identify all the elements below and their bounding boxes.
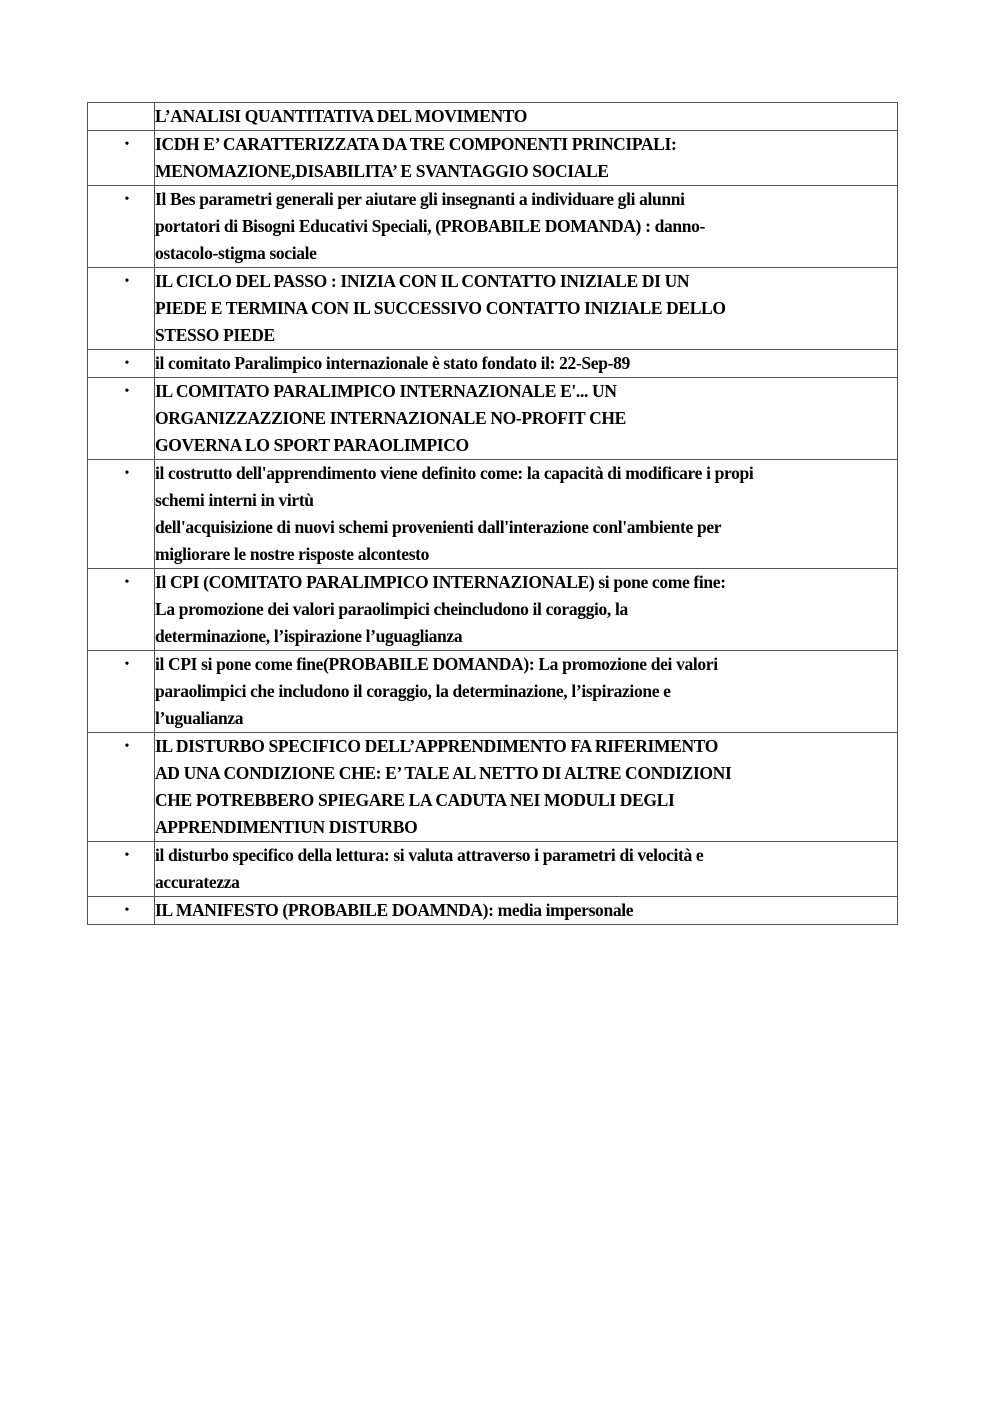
row-text-cell — [155, 733, 898, 842]
row-text: il disturbo specifico della lettura: si valuta attraverso i parametri di velocità e accuratezza — [155, 845, 704, 892]
table-row — [88, 268, 898, 350]
table-row — [88, 131, 898, 186]
bullet-cell — [88, 186, 155, 268]
table-row — [88, 460, 898, 569]
bullet-icon: • — [124, 657, 130, 672]
bullet-icon: • — [124, 356, 130, 371]
row-text: il CPI si pone come fine(PROBABILE DOMANDA): La promozione dei valori paraolimpici che includono il coraggio, la determinazione, l’ispirazione e l’ugualianza — [155, 654, 718, 728]
bullet-icon: • — [124, 274, 130, 289]
table-row — [88, 733, 898, 842]
row-text-cell — [155, 569, 898, 651]
table-row — [88, 569, 898, 651]
row-text-cell — [155, 103, 898, 131]
table-row — [88, 350, 898, 378]
bullet-cell — [88, 651, 155, 733]
row-text: Il CPI (COMITATO PARALIMPICO INTERNAZIONALE) si pone come fine: La promozione dei valori paraolimpici cheincludono il coraggio, la determinazione, l’ispirazione l’uguaglianza — [155, 572, 726, 646]
bullet-icon: • — [124, 848, 130, 863]
bullet-icon: • — [124, 137, 130, 152]
bullet-cell — [88, 460, 155, 569]
bullet-icon: • — [124, 903, 130, 918]
bullet-cell — [88, 350, 155, 378]
bullet-cell — [88, 733, 155, 842]
row-text: il comitato Paralimpico internazionale è stato fondato il: 22-Sep-89 — [155, 353, 630, 373]
table-row — [88, 378, 898, 460]
table-row — [88, 651, 898, 733]
bullet-icon: • — [124, 575, 130, 590]
row-text-cell — [155, 350, 898, 378]
row-text-cell — [155, 268, 898, 350]
row-text-cell — [155, 186, 898, 268]
table-row — [88, 842, 898, 897]
bullet-cell — [88, 842, 155, 897]
row-text-cell — [155, 897, 898, 925]
bullet-icon: • — [124, 192, 130, 207]
bullet-cell — [88, 131, 155, 186]
bullet-cell — [88, 268, 155, 350]
bullet-icon: • — [124, 739, 130, 754]
row-text: ICDH E’ CARATTERIZZATA DA TRE COMPONENTI PRINCIPALI: MENOMAZIONE,DISABILITA’ E SVANTAGGIO SOCIALE — [155, 134, 677, 181]
row-text: IL DISTURBO SPECIFICO DELL’APPRENDIMENTO FA RIFERIMENTO AD UNA CONDIZIONE CHE: E’ TALE AL NETTO DI ALTRE CONDIZIONI CHE POTREBBERO SPIEGARE LA CADUTA NEI MODULI DEGLI APPRENDIMENTIUN DISTURBO — [155, 736, 732, 837]
notes-table-body — [88, 103, 898, 925]
row-text: L’ANALISI QUANTITATIVA DEL MOVIMENTO — [155, 106, 528, 126]
row-text: Il Bes parametri generali per aiutare gli insegnanti a individuare gli alunni portatori di Bisogni Educativi Speciali, (PROBABILE DOMANDA) : danno- ostacolo-stigma sociale — [155, 189, 705, 263]
table-row — [88, 897, 898, 925]
row-text: IL COMITATO PARALIMPICO INTERNAZIONALE E'... UN ORGANIZZAZZIONE INTERNAZIONALE NO-PROFIT CHE GOVERNA LO SPORT PARAOLIMPICO — [155, 381, 626, 455]
bullet-cell — [88, 897, 155, 925]
table-row — [88, 186, 898, 268]
bullet-cell — [88, 378, 155, 460]
row-text-cell — [155, 460, 898, 569]
row-text-cell — [155, 842, 898, 897]
table-row — [88, 103, 898, 131]
row-text: IL MANIFESTO (PROBABILE DOAMNDA): media impersonale — [155, 900, 634, 920]
bullet-icon: • — [124, 384, 130, 399]
bullet-icon: • — [124, 466, 130, 481]
notes-table — [87, 102, 898, 925]
row-text-cell — [155, 651, 898, 733]
row-text-cell — [155, 378, 898, 460]
row-text: IL CICLO DEL PASSO : INIZIA CON IL CONTATTO INIZIALE DI UN PIEDE E TERMINA CON IL SUCCESSIVO CONTATTO INIZIALE DELLO STESSO PIEDE — [155, 271, 726, 345]
bullet-cell — [88, 103, 155, 131]
bullet-cell — [88, 569, 155, 651]
row-text: il costrutto dell'apprendimento viene definito come: la capacità di modificare i propi schemi interni in virtù dell'acquisizione di nuovi schemi provenienti dall'interazione conl'ambiente per migliorare le nostre risposte alcontesto — [155, 463, 754, 564]
row-text-cell — [155, 131, 898, 186]
